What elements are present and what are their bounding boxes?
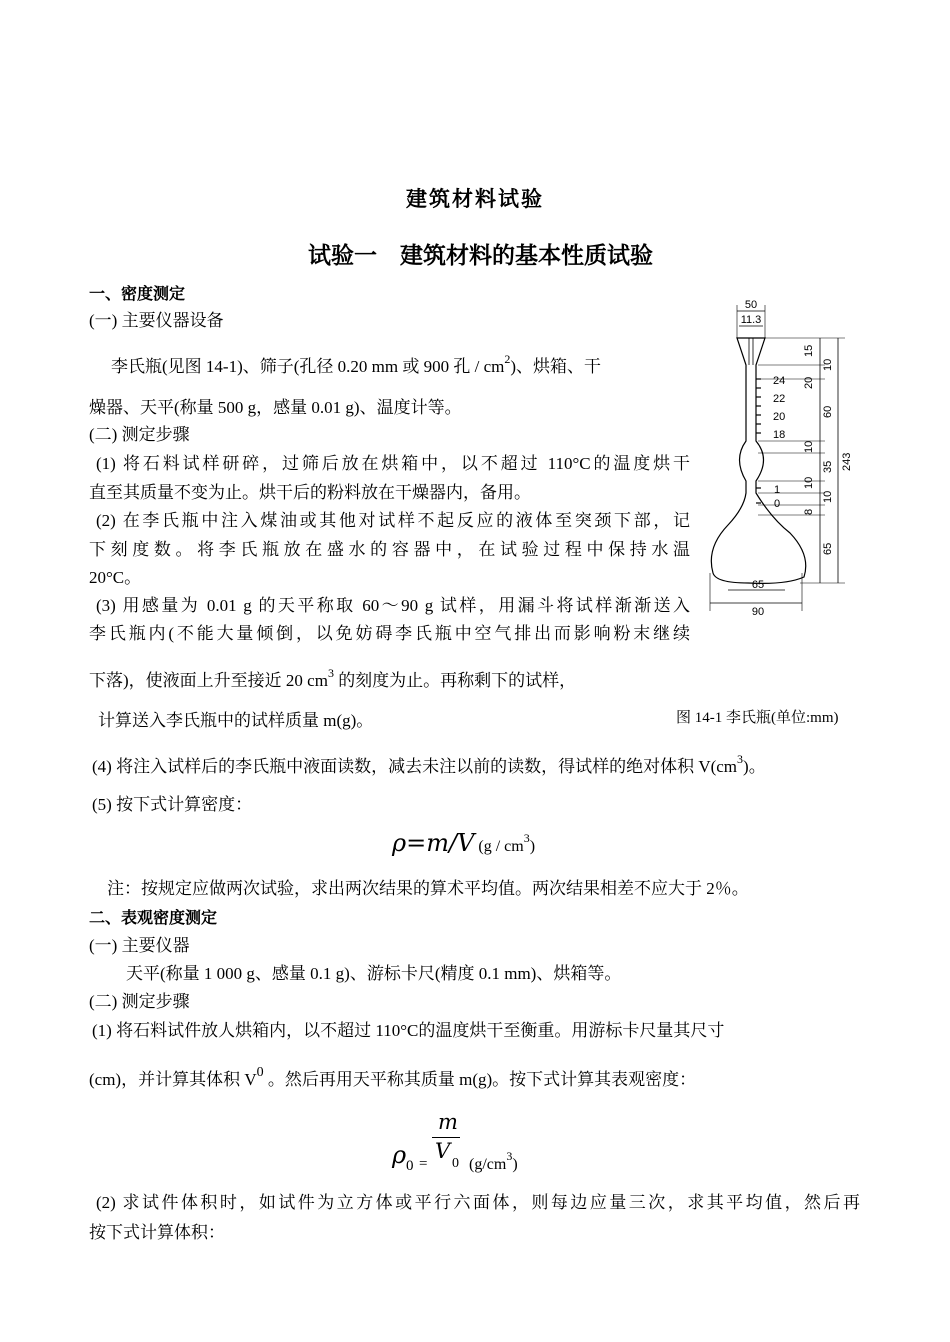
scale-24: 24 [773, 375, 786, 387]
scale-20: 20 [773, 411, 786, 423]
superscript: 3 [327, 666, 334, 680]
superscript: 3 [506, 1149, 513, 1163]
step1-line1: (1) 将石料试样研碎，过筛后放在烘箱中，以不超过 110°C的温度烘干 [96, 454, 690, 473]
experiment-title: 试验一 建筑材料的基本性质试验 [308, 243, 653, 268]
step3-text-a: 下落)，使液面上升至接近 20 cm [89, 671, 328, 690]
dim-top-width: 50 [744, 299, 758, 311]
dim-base-65: 65 [751, 579, 765, 591]
formula-rho: ρ [392, 1141, 407, 1169]
formula-expression: ρ=m/V [392, 829, 475, 857]
step4 [92, 752, 766, 778]
superscript: 0 [256, 1065, 264, 1080]
scale-1: 1 [774, 484, 781, 496]
formula-denominator: V [435, 1139, 451, 1163]
s2-step1-line2 [89, 1065, 697, 1091]
section1-heading: 一、密度测定 [89, 284, 186, 303]
step1-line2: 直至其质量不变为止。烘干后的粉料放在干燥器内，备用。 [89, 483, 531, 502]
equipment-text-a: 李氏瓶(见图 14-1)、筛子(孔径 0.20 mm 或 900 孔 / cm [111, 357, 505, 376]
section2-equipment-line: 天平(称量 1 000 g、感量 0.1 g)、游标卡尺(精度 0.1 mm)、烘箱等。 [126, 964, 622, 983]
scale-22: 22 [773, 393, 786, 405]
unit-text: (g / cm [478, 838, 524, 855]
formula-denominator-sub: 0 [452, 1156, 459, 1171]
section1-equipment-heading: (一) 主要仪器设备 [89, 311, 224, 330]
dim-15: 15 [803, 344, 815, 357]
figure-caption: 图 14-1 李氏瓶(单位:mm) [676, 710, 839, 726]
scale-0: 0 [774, 498, 781, 510]
step4-text-a: (4) 将注入试样后的李氏瓶中液面读数，减去未注以前的读数，得试样的绝对体积 V(cm [92, 757, 738, 776]
equipment-line-1 [111, 352, 602, 378]
section1-steps-heading: (二) 测定步骤 [89, 425, 190, 444]
dim-10c: 10 [803, 476, 815, 489]
le-chatelier-flask-figure [700, 293, 860, 618]
unit-text: (g/cm [469, 1156, 507, 1173]
apparent-density-formula [392, 1108, 552, 1178]
step2-line1: (2) 在李氏瓶中注入煤油或其他对试样不起反应的液体至突颈下部，记 [96, 511, 690, 530]
equipment-line-2: 燥器、天平(称量 500 g，感量 0.01 g)、温度计等。 [89, 398, 462, 417]
formula-numerator: m [438, 1110, 458, 1134]
formula-equals: = [419, 1156, 428, 1172]
dim-total-243: 243 [841, 452, 853, 471]
dim-neck-width: 11.3 [740, 314, 762, 326]
step3-text-b: 的刻度为止。再称剩下的试样， [333, 671, 577, 690]
equipment-text-b: )、烘箱、干 [510, 357, 602, 376]
dim-base-90: 90 [751, 606, 765, 618]
step4-text-b: )。 [743, 757, 766, 776]
step5: (5) 按下式计算密度： [92, 795, 253, 814]
s2-step2-line2: 按下式计算体积： [89, 1223, 225, 1242]
superscript: 3 [737, 752, 744, 766]
s2-step1-line1: (1) 将石料试件放人烘箱内，以不超过 110°C的温度烘干至衡重。用游标卡尺量其尺寸 [92, 1021, 725, 1040]
section2-heading: 二、表观密度测定 [89, 908, 218, 927]
note: 注：按规定应做两次试验，求出两次结果的算术平均值。两次结果相差不应大于 2％。 [107, 879, 749, 898]
step3-line3 [89, 666, 577, 692]
scale-18: 18 [773, 429, 786, 441]
step3-line4: 计算送入李氏瓶中的试样质量 m(g)。 [98, 711, 374, 730]
s2-step2-line1: (2) 求试件体积时，如试件为立方体或平行六面体，则每边应量三次，求其平均值，然后再 [96, 1193, 860, 1212]
unit-close: ) [512, 1156, 518, 1173]
dim-10d: 10 [822, 490, 834, 503]
dim-35: 35 [822, 460, 834, 473]
density-formula [392, 829, 535, 857]
step2-line2: 下刻度数。将李氏瓶放在盛水的容器中，在试验过程中保持水温 [89, 540, 690, 559]
dim-10a: 10 [822, 358, 834, 371]
s2-step1-text-a: (cm)，并计算其体积 V [89, 1070, 257, 1089]
formula-unit [469, 1149, 518, 1174]
step3-line1: (3) 用感量为 0.01 g 的天平称取 60～90 g 试样，用漏斗将试样渐渐送入 [96, 596, 690, 615]
superscript: 3 [523, 831, 530, 845]
document-title: 建筑材料试验 [406, 187, 544, 211]
step3-line2: 李氏瓶内(不能大量倾倒，以免妨碍李氏瓶中空气排出而影响粉末继续 [89, 624, 690, 643]
dim-65-vertical: 65 [822, 542, 834, 555]
s2-step1-text-b: 。然后再用天平称其质量 m(g)。按下式计算其表观密度： [263, 1070, 697, 1089]
dim-10b: 10 [803, 440, 815, 453]
dim-20: 20 [803, 376, 815, 389]
section2-steps-heading: (二) 测定步骤 [89, 992, 190, 1011]
step2-line3: 20°C。 [89, 568, 142, 587]
fraction-bar [432, 1137, 460, 1138]
dim-8: 8 [803, 508, 815, 515]
formula-rho-sub: 0 [406, 1158, 414, 1174]
formula-unit [478, 831, 536, 855]
superscript: 2 [504, 352, 511, 366]
unit-close: ) [529, 838, 536, 855]
section2-equipment-heading: (一) 主要仪器 [89, 936, 190, 955]
dim-60: 60 [822, 405, 834, 418]
